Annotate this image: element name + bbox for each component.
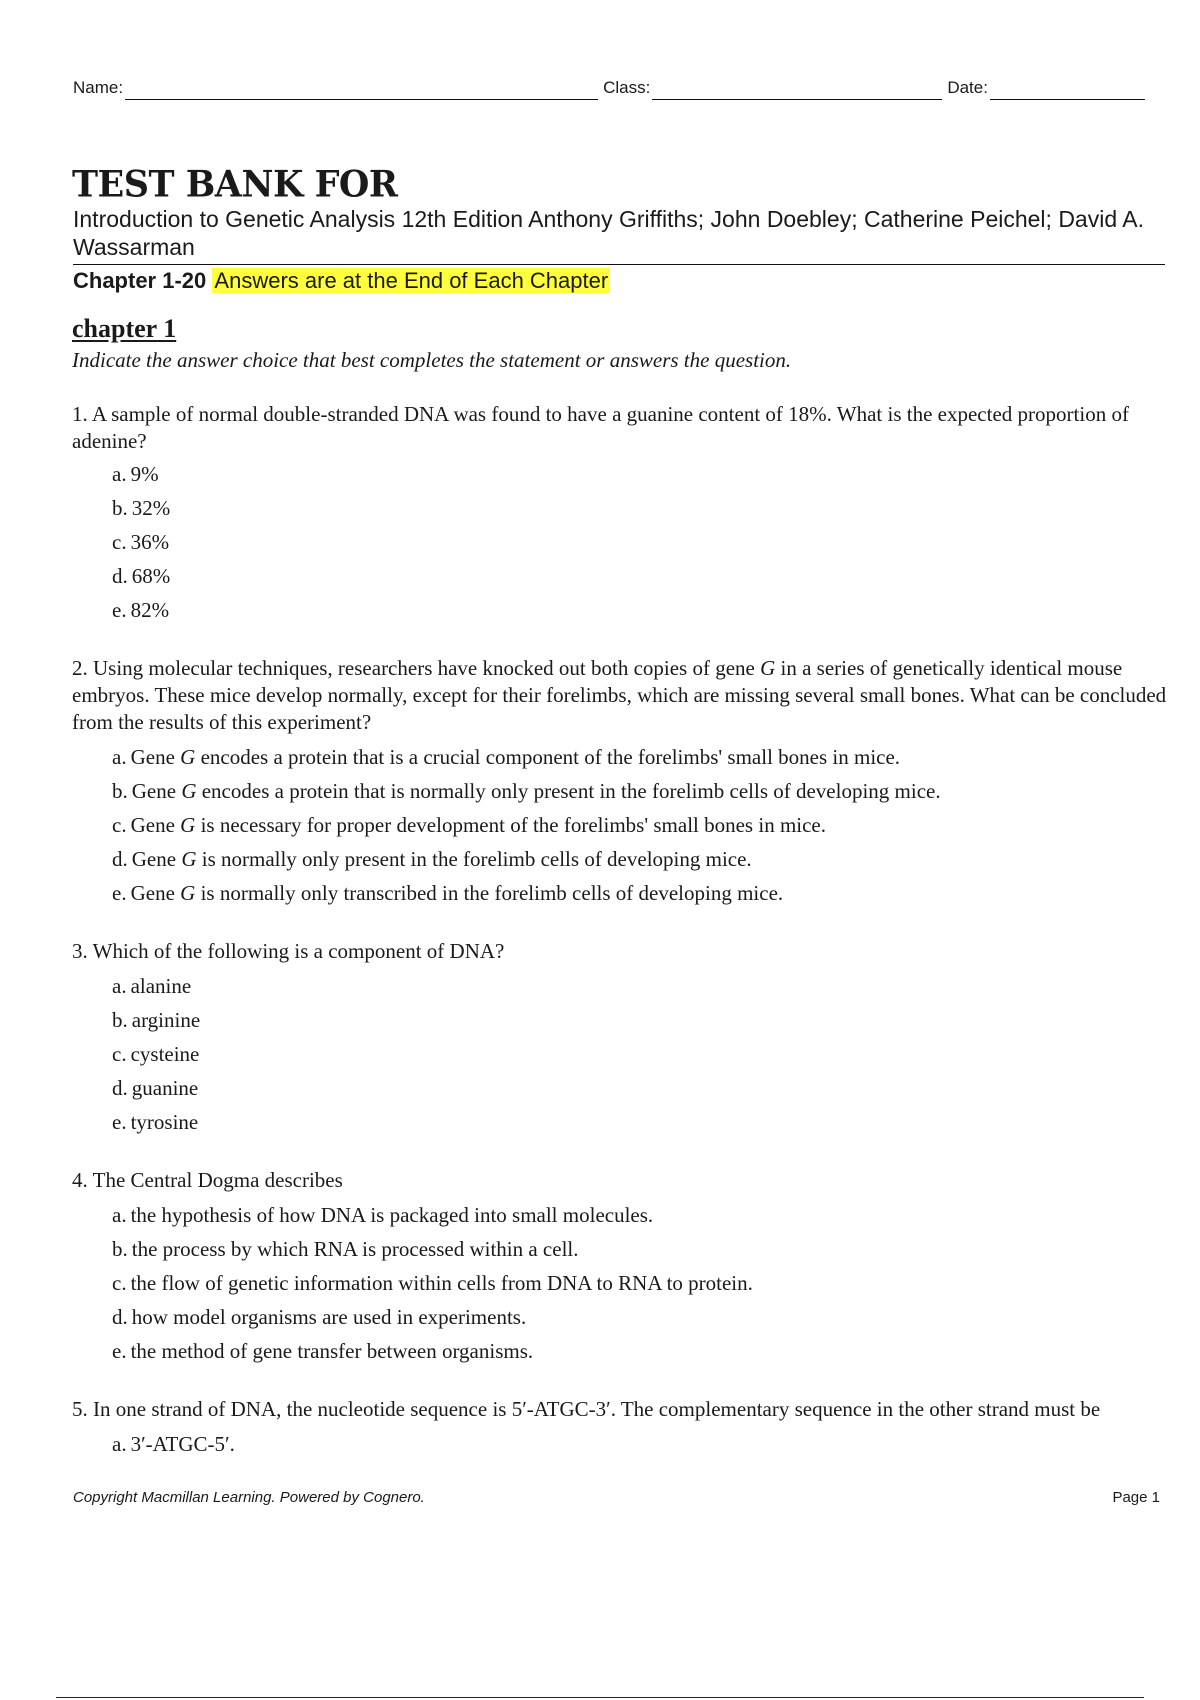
choice-text: alanine bbox=[130, 974, 192, 998]
choice-text-post: is normally only present in the forelimb cells of developing mice. bbox=[201, 847, 752, 871]
choice-item[interactable] bbox=[112, 525, 1167, 559]
question-text: The Central Dogma describes bbox=[92, 1168, 343, 1192]
question-number: 1. bbox=[72, 402, 88, 426]
class-blank-line[interactable] bbox=[652, 75, 942, 100]
choice-item[interactable] bbox=[112, 842, 1167, 876]
choice-text: cysteine bbox=[130, 1042, 200, 1066]
choice-letter: c. bbox=[112, 1042, 127, 1066]
choice-item[interactable] bbox=[112, 969, 1167, 1003]
question-number: 4. bbox=[72, 1168, 88, 1192]
test-bank-title: TEST BANK FOR bbox=[72, 163, 398, 207]
choice-item[interactable] bbox=[112, 1037, 1167, 1071]
chapter-range: Chapter 1-20 bbox=[73, 268, 207, 293]
question-stem bbox=[72, 1167, 1167, 1194]
choice-text-pre: Gene bbox=[131, 779, 177, 803]
name-field[interactable] bbox=[73, 75, 598, 100]
choice-letter: e. bbox=[112, 598, 127, 622]
choice-item[interactable] bbox=[112, 559, 1167, 593]
choice-item[interactable] bbox=[112, 1003, 1167, 1037]
choice-item[interactable] bbox=[112, 740, 1167, 774]
choice-text-pre: Gene bbox=[131, 847, 177, 871]
choice-item[interactable] bbox=[112, 593, 1167, 627]
choice-letter: b. bbox=[112, 1008, 128, 1032]
choice-list bbox=[72, 969, 1167, 1139]
question-stem bbox=[72, 655, 1167, 736]
choice-text: arginine bbox=[131, 1008, 201, 1032]
choice-item[interactable] bbox=[112, 1300, 1167, 1334]
choice-letter: c. bbox=[112, 530, 127, 554]
choice-item[interactable] bbox=[112, 1427, 1167, 1461]
choice-letter: d. bbox=[112, 1076, 128, 1100]
question-number: 2. bbox=[72, 656, 88, 680]
choice-letter: c. bbox=[112, 1271, 127, 1295]
choice-text: 68% bbox=[131, 564, 171, 588]
choice-letter: a. bbox=[112, 462, 127, 486]
choice-text: 82% bbox=[130, 598, 170, 622]
choice-item[interactable] bbox=[112, 1105, 1167, 1139]
question-text: Which of the following is a component of DNA? bbox=[92, 939, 505, 963]
choice-text-pre: Gene bbox=[130, 813, 175, 837]
question-5 bbox=[72, 1396, 1167, 1461]
choice-text: how model organisms are used in experiments. bbox=[131, 1305, 527, 1329]
choice-letter: b. bbox=[112, 496, 128, 520]
choice-letter: a. bbox=[112, 1432, 127, 1456]
choice-text: 3′-ATGC-5′. bbox=[130, 1432, 235, 1456]
choice-item[interactable] bbox=[112, 1071, 1167, 1105]
question-2 bbox=[72, 655, 1167, 910]
class-field[interactable] bbox=[603, 75, 942, 100]
choice-letter: b. bbox=[112, 779, 128, 803]
question-text: In one strand of DNA, the nucleotide sequence is 5′-ATGC-3′. The complementary sequence in the other strand must be bbox=[93, 1397, 1101, 1421]
copyright-notice: Copyright Macmillan Learning. Powered by Cognero. bbox=[73, 1489, 425, 1506]
chapter-heading: chapter 1 bbox=[72, 314, 177, 343]
date-blank-line[interactable] bbox=[990, 75, 1145, 100]
choice-text-pre: Gene bbox=[130, 881, 175, 905]
choice-item[interactable] bbox=[112, 1266, 1167, 1300]
name-label: Name: bbox=[73, 78, 124, 97]
choice-letter: e. bbox=[112, 1110, 127, 1134]
choice-item[interactable] bbox=[112, 1232, 1167, 1266]
choice-item[interactable] bbox=[112, 774, 1167, 808]
choice-letter: a. bbox=[112, 1203, 127, 1227]
question-stem bbox=[72, 401, 1167, 455]
choice-item[interactable] bbox=[112, 1334, 1167, 1368]
book-subtitle: Introduction to Genetic Analysis 12th Edition Anthony Griffiths; John Doebley; Catherine Peichel; David A. Wassarman bbox=[73, 206, 1144, 260]
choice-text-post: encodes a protein that is normally only present in the forelimb cells of developing mice. bbox=[201, 779, 941, 803]
date-field[interactable] bbox=[947, 75, 1145, 100]
choice-text-post: encodes a protein that is a crucial component of the forelimbs' small bones in mice. bbox=[200, 745, 901, 769]
gene-symbol: G bbox=[760, 656, 776, 680]
choice-letter: c. bbox=[112, 813, 127, 837]
choice-letter: e. bbox=[112, 881, 127, 905]
question-3 bbox=[72, 938, 1167, 1139]
choice-text: guanine bbox=[131, 1076, 199, 1100]
instruction-text: Indicate the answer choice that best completes the statement or answers the question. bbox=[72, 348, 792, 372]
class-label: Class: bbox=[603, 78, 651, 97]
question-stem bbox=[72, 938, 1167, 965]
question-text-after: in a series of genetically identical mouse embryos. These mice develop normally, except for their forelimbs, which are missing several small bones. What can be concluded from the results of this experiment? bbox=[72, 656, 1167, 734]
choice-letter: d. bbox=[112, 847, 128, 871]
gene-symbol: G bbox=[180, 813, 196, 837]
gene-symbol: G bbox=[181, 847, 197, 871]
choice-text-post: is necessary for proper development of the forelimbs' small bones in mice. bbox=[200, 813, 826, 837]
question-number: 3. bbox=[72, 939, 88, 963]
question-text-before: Using molecular techniques, researchers have knocked out both copies of gene bbox=[93, 656, 755, 680]
question-text: A sample of normal double-stranded DNA was found to have a guanine content of 18%. What is the expected proportion of adenine? bbox=[72, 402, 1129, 453]
choice-text: the flow of genetic information within cells from DNA to RNA to protein. bbox=[130, 1271, 753, 1295]
choice-item[interactable] bbox=[112, 1198, 1167, 1232]
choice-text: 36% bbox=[130, 530, 170, 554]
choice-text: the process by which RNA is processed within a cell. bbox=[131, 1237, 579, 1261]
question-1 bbox=[72, 401, 1167, 627]
question-number: 5. bbox=[72, 1397, 88, 1421]
choice-list bbox=[72, 457, 1167, 627]
gene-symbol: G bbox=[181, 779, 197, 803]
gene-symbol: G bbox=[180, 745, 196, 769]
chapter-range-line bbox=[73, 267, 610, 295]
student-info-fields bbox=[73, 70, 1160, 100]
choice-text: the method of gene transfer between organisms. bbox=[130, 1339, 534, 1363]
choice-text: 32% bbox=[131, 496, 171, 520]
choice-list bbox=[72, 1198, 1167, 1368]
name-blank-line[interactable] bbox=[125, 75, 598, 100]
choice-item[interactable] bbox=[112, 491, 1167, 525]
title-divider bbox=[73, 264, 1165, 265]
choice-letter: d. bbox=[112, 1305, 128, 1329]
page-bottom-divider bbox=[56, 1697, 1144, 1698]
date-label: Date: bbox=[947, 78, 988, 97]
choice-list bbox=[72, 1427, 1167, 1461]
page-number: Page 1 bbox=[1112, 1489, 1160, 1506]
question-list bbox=[72, 401, 1167, 1489]
choice-item[interactable] bbox=[112, 808, 1167, 842]
choice-letter: d. bbox=[112, 564, 128, 588]
choice-text: tyrosine bbox=[130, 1110, 199, 1134]
choice-letter: b. bbox=[112, 1237, 128, 1261]
choice-letter: e. bbox=[112, 1339, 127, 1363]
choice-text-post: is normally only transcribed in the forelimb cells of developing mice. bbox=[200, 881, 784, 905]
choice-letter: a. bbox=[112, 745, 127, 769]
choice-text-pre: Gene bbox=[130, 745, 175, 769]
choice-item[interactable] bbox=[112, 876, 1167, 910]
gene-symbol: G bbox=[180, 881, 196, 905]
question-4 bbox=[72, 1167, 1167, 1368]
choice-text: the hypothesis of how DNA is packaged into small molecules. bbox=[130, 1203, 654, 1227]
choice-item[interactable] bbox=[112, 457, 1167, 491]
choice-letter: a. bbox=[112, 974, 127, 998]
question-stem bbox=[72, 1396, 1167, 1423]
choice-list bbox=[72, 740, 1167, 910]
answers-note-highlight: Answers are at the End of Each Chapter bbox=[214, 268, 609, 293]
choice-text: 9% bbox=[130, 462, 159, 486]
